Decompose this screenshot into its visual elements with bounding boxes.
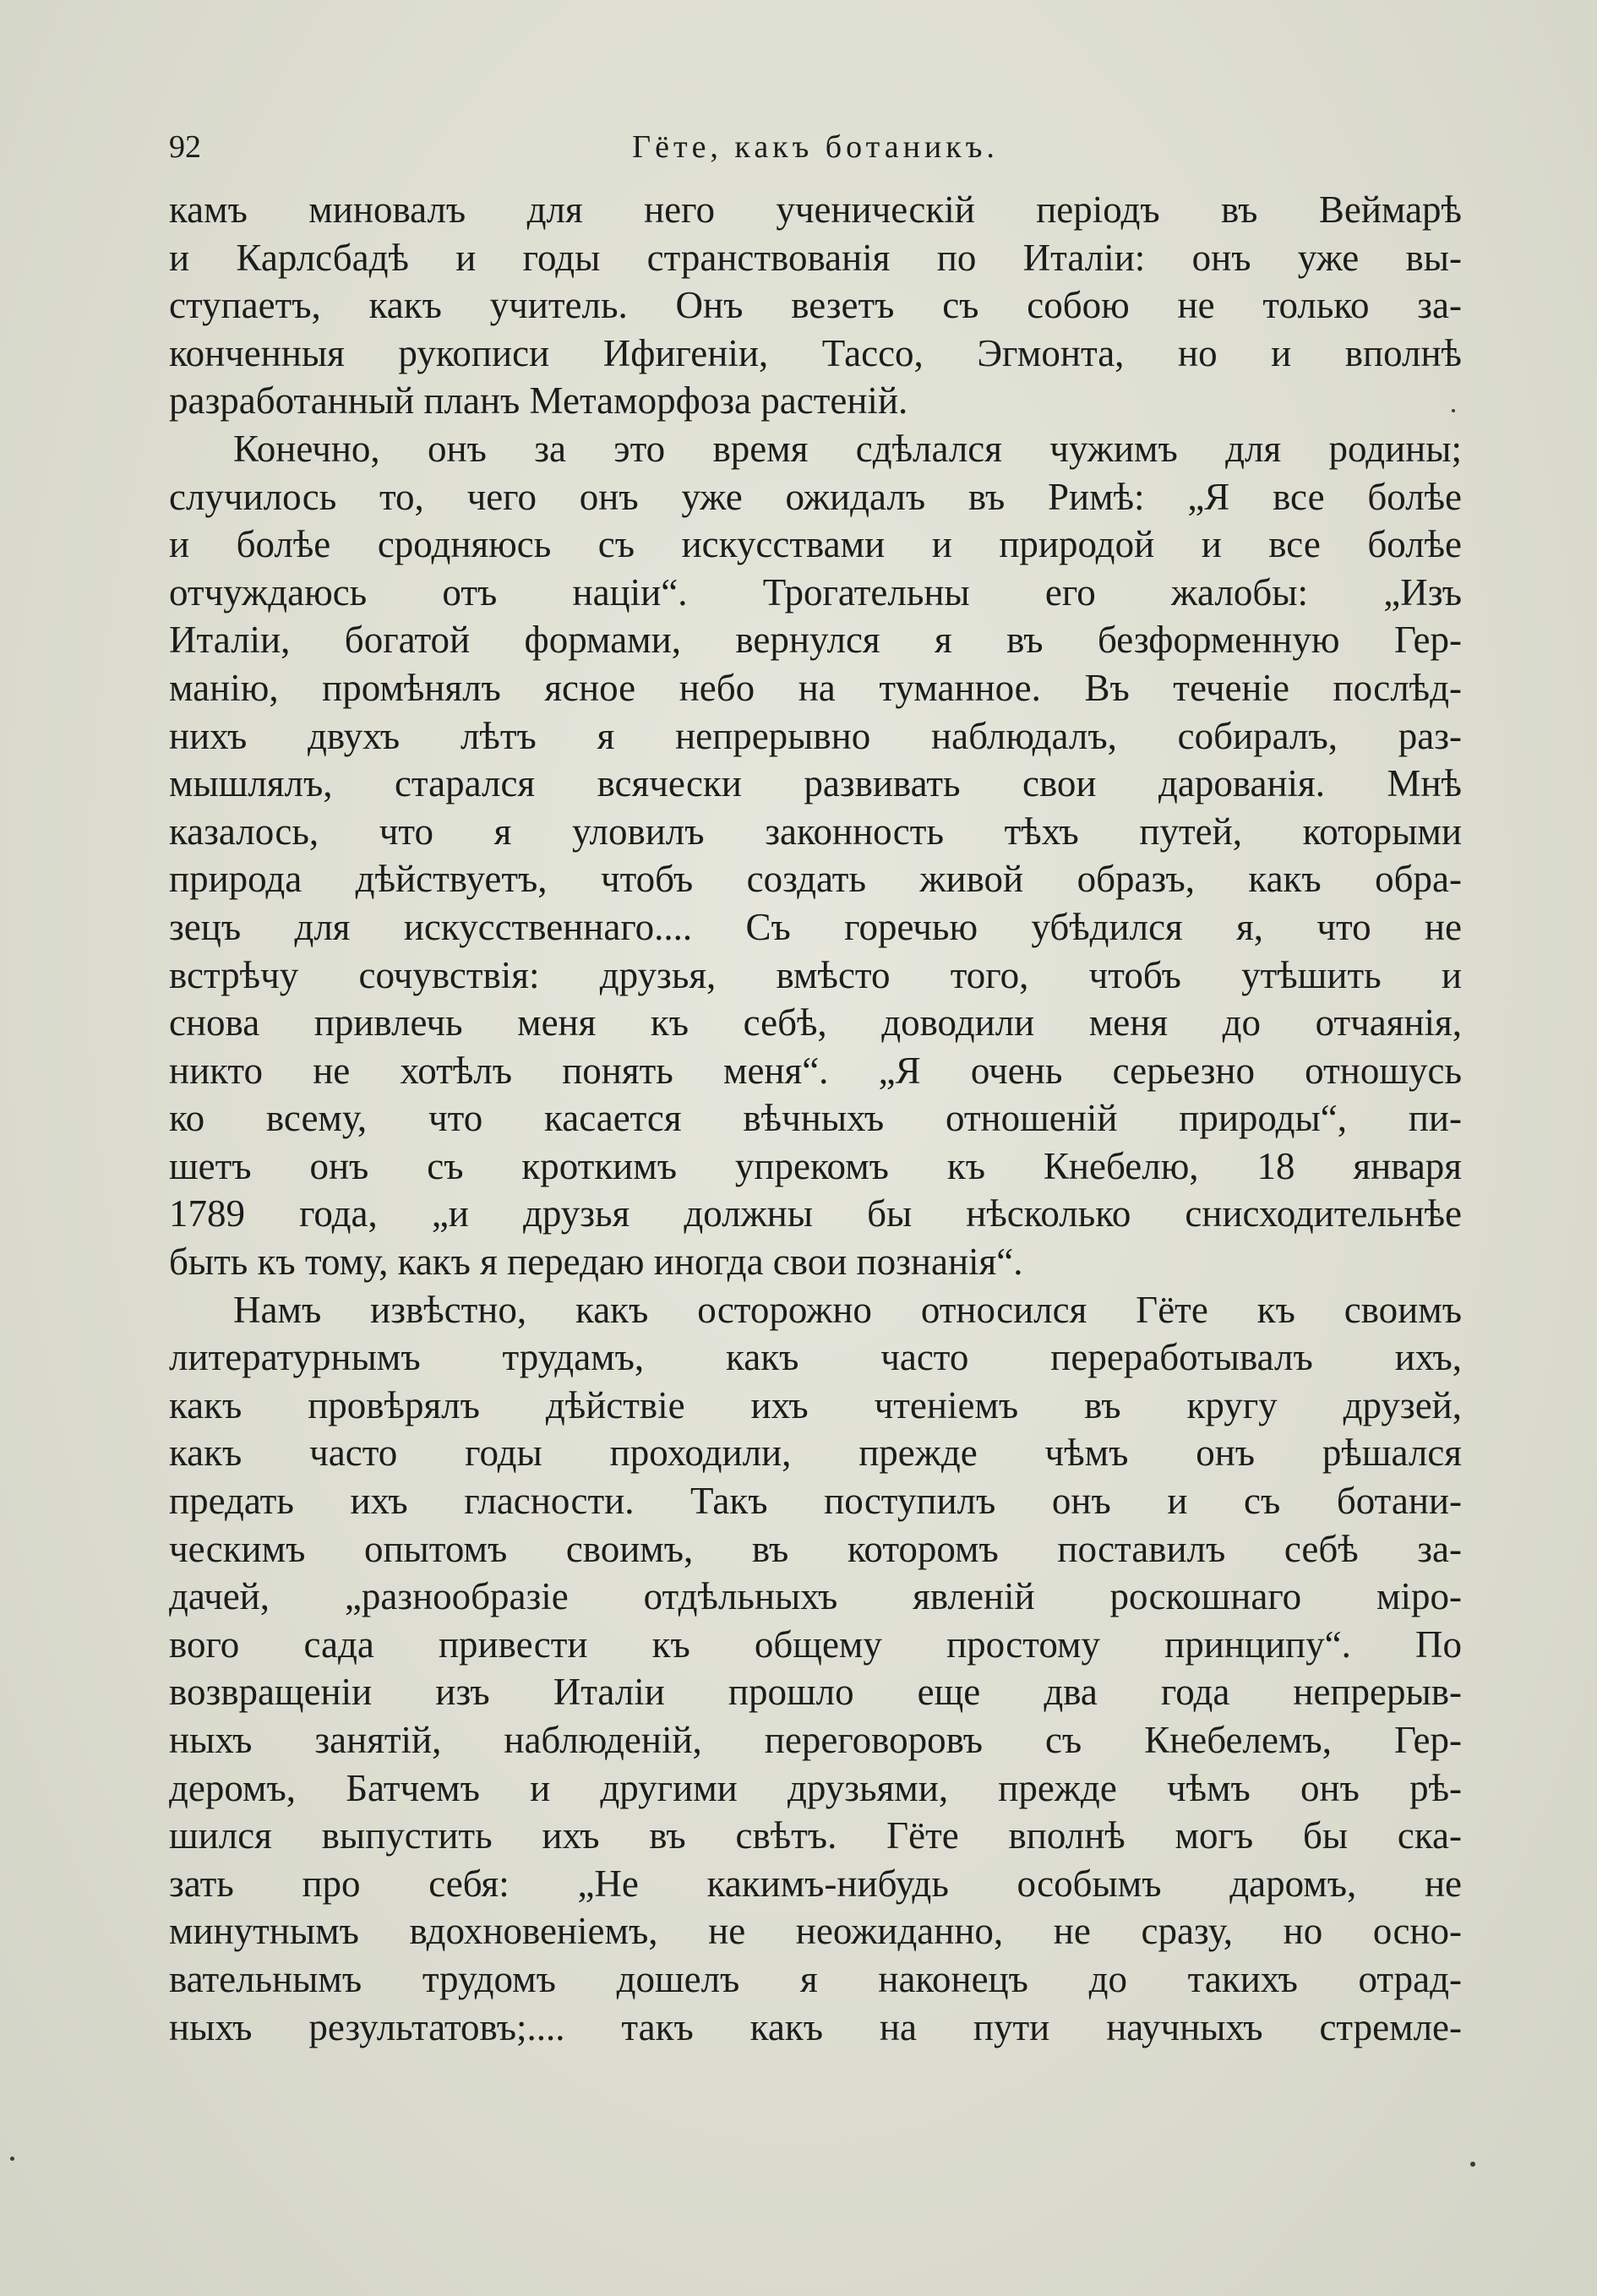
text-line: снова привлечь меня къ себѣ, доводили меня до отчаянія, (169, 1001, 1462, 1044)
text-line: никто не хотѣлъ понять меня“. „Я очень серьезно отношусь (169, 1049, 1462, 1092)
text-line: природа дѣйствуетъ, чтобъ создать живой образъ, какъ обра- (169, 858, 1462, 901)
text-line: Италіи, богатой формами, вернулся я въ безформенную Гер- (169, 619, 1462, 662)
text-line: случилось то, чего онъ уже ожидалъ въ Римѣ: „Я все болѣе (169, 475, 1462, 518)
text-line: ныхъ результатовъ;.... такъ какъ на пути научныхъ стремле- (169, 2005, 1462, 2048)
text-line: зецъ для искусственнаго.... Съ горечью убѣдился я, что не (169, 905, 1462, 948)
running-title: Гёте, какъ ботаникъ. (632, 129, 999, 165)
running-head (169, 127, 1462, 177)
text-line: вательнымъ трудомъ дошелъ я наконецъ до такихъ отрад- (169, 1957, 1462, 2000)
print-speck (10, 2157, 14, 2161)
text-line: и болѣе сродняюсь съ искусствами и природой и все болѣе (169, 523, 1462, 566)
text-line: шетъ онъ съ кроткимъ упрекомъ къ Кнебелю, 18 января (169, 1144, 1462, 1187)
text-line: минутнымъ вдохновеніемъ, не неожиданно, не сразу, но осно- (169, 1910, 1462, 1953)
text-line: манію, промѣнялъ ясное небо на туманное. Въ теченіе послѣд- (169, 666, 1462, 709)
text-line: дачей, „разнообразіе отдѣльныхъ явленій роскошнаго міро- (169, 1575, 1462, 1618)
text-line: какъ провѣрялъ дѣйствіе ихъ чтеніемъ въ кругу друзей, (169, 1383, 1462, 1426)
text-line: какъ часто годы проходили, прежде чѣмъ онъ рѣшался (169, 1432, 1462, 1475)
text-line: вого сада привести къ общему простому принципу“. По (169, 1622, 1462, 1666)
text-line: разработанный планъ Метаморфоза растеній. (169, 379, 908, 423)
text-line: отчуждаюсь отъ націи“. Трогательны его жалобы: „Изъ (169, 570, 1462, 614)
body-text (169, 186, 1462, 2051)
page-number: 92 (169, 129, 201, 165)
text-line: быть къ тому, какъ я передаю иногда свои познанія“. (169, 1241, 1023, 1284)
text-line: ныхъ занятій, наблюденій, переговоровъ съ Кнебелемъ, Гер- (169, 1719, 1462, 1761)
text-line: ступаетъ, какъ учитель. Онъ везетъ съ собою не только за- (169, 284, 1462, 327)
text-line: возвращеніи изъ Италіи прошло еще два года непрерыв- (169, 1671, 1462, 1714)
text-line: деромъ, Батчемъ и другими друзьями, прежде чѣмъ онъ рѣ- (169, 1766, 1462, 1809)
text-line: ческимъ опытомъ своимъ, въ которомъ поставилъ себѣ за- (169, 1527, 1462, 1570)
print-speck (1452, 409, 1455, 412)
text-line: камъ миновалъ для него ученическій періодъ въ Веймарѣ (169, 188, 1462, 231)
text-line: Конечно, онъ за это время сдѣлался чужимъ для родины; (233, 427, 1462, 470)
text-line: мышлялъ, старался всячески развивать свои дарованія. Мнѣ (169, 762, 1462, 805)
text-line: казалось, что я уловилъ законность тѣхъ путей, которыми (169, 810, 1462, 853)
text-line: Намъ извѣстно, какъ осторожно относился Гёте къ своимъ (233, 1288, 1462, 1331)
text-line: ко всему, что касается вѣчныхъ отношеній природы“, пи- (169, 1097, 1462, 1140)
text-line: 1789 года, „и друзья должны бы нѣсколько снисходительнѣе (169, 1192, 1462, 1235)
text-line: и Карлсбадѣ и годы странствованія по Италіи: онъ уже вы- (169, 236, 1462, 279)
text-line: литературнымъ трудамъ, какъ часто переработывалъ ихъ, (169, 1336, 1462, 1379)
text-line: конченныя рукописи Ифигеніи, Тассо, Эгмонта, но и вполнѣ (169, 331, 1462, 374)
text-line: зать про себя: „Не какимъ-нибудь особымъ даромъ, не (169, 1862, 1462, 1905)
text-line: нихъ двухъ лѣтъ я непрерывно наблюдалъ, собиралъ, раз- (169, 714, 1462, 757)
text-line: предать ихъ гласности. Такъ поступилъ онъ и съ ботани- (169, 1480, 1462, 1523)
print-speck (1470, 2162, 1475, 2167)
text-line: встрѣчу сочувствія: друзья, вмѣсто того, чтобъ утѣшить и (169, 953, 1462, 996)
text-line: шился выпустить ихъ въ свѣтъ. Гёте вполнѣ могъ бы ска- (169, 1814, 1462, 1857)
